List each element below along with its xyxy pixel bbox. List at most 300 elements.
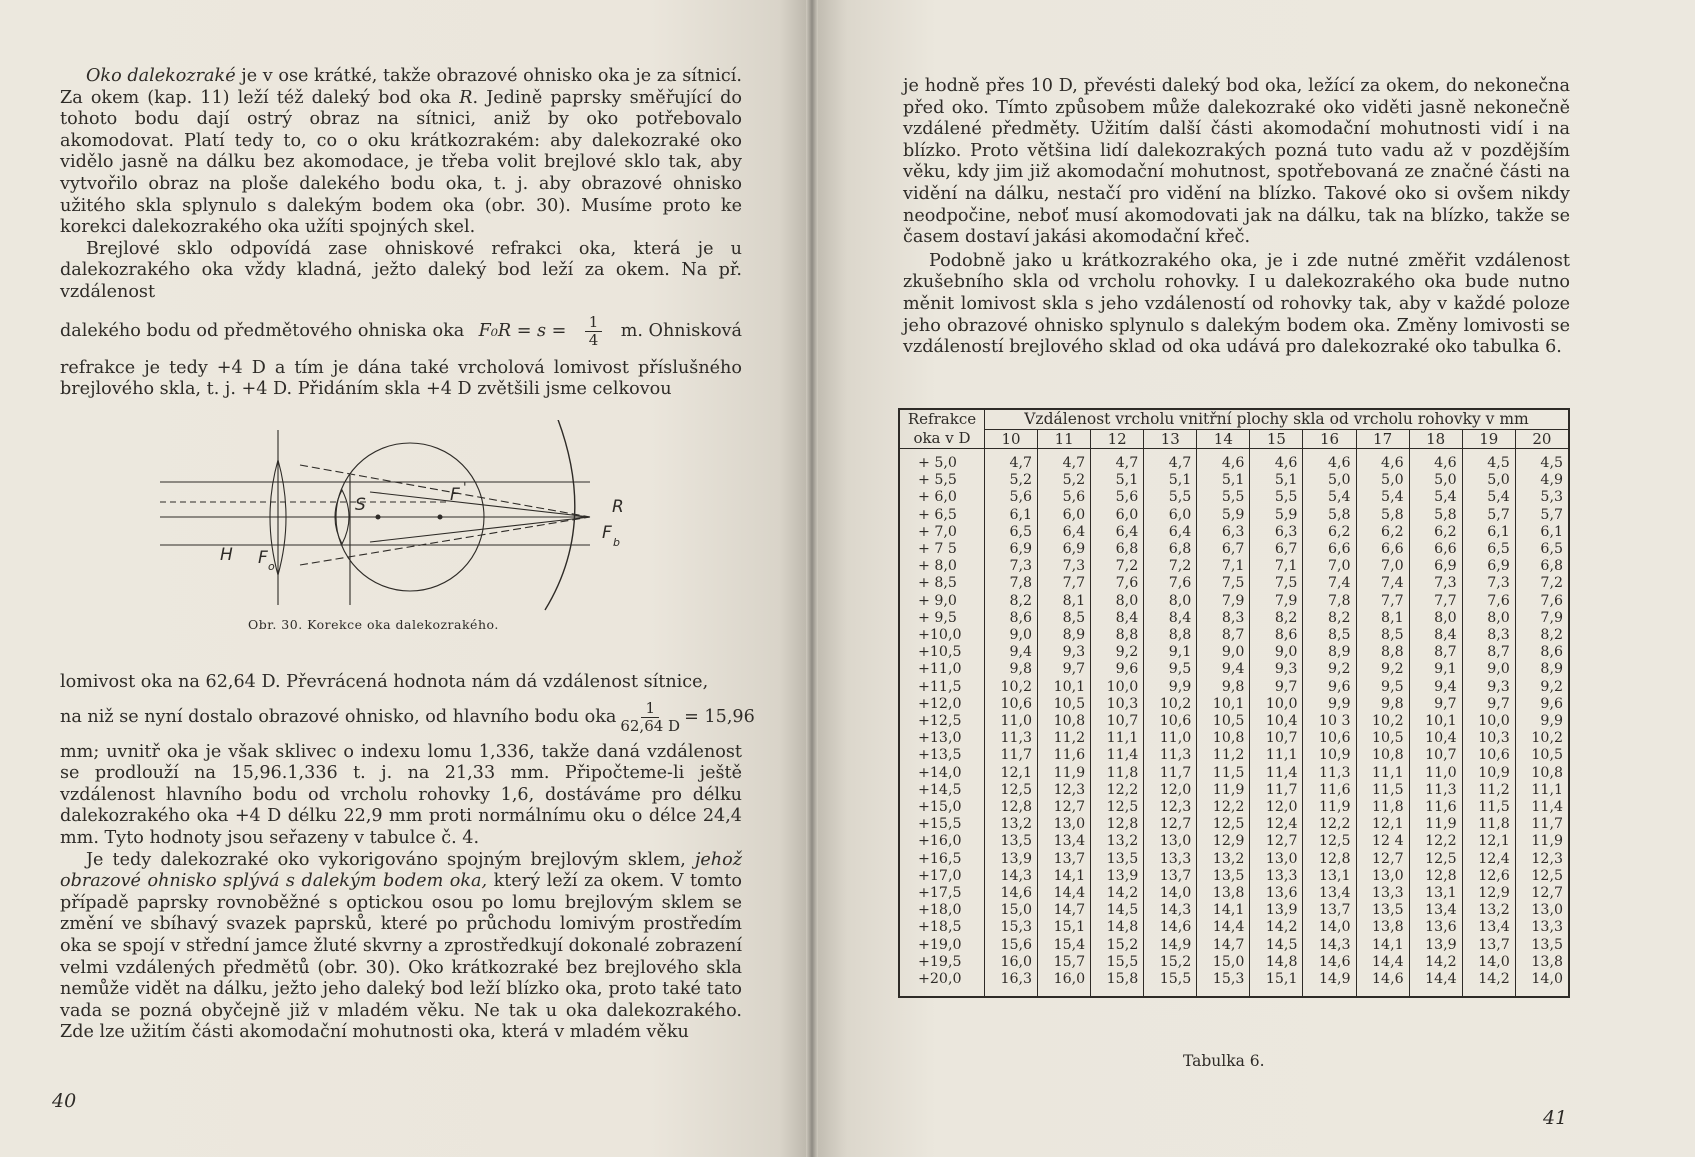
value-cell: 7,8: [985, 575, 1038, 592]
table-row: [899, 558, 1569, 575]
value-cell: 10,8: [1515, 765, 1569, 782]
value-cell: 7,6: [1144, 575, 1197, 592]
value-cell: 6,1: [1462, 524, 1515, 541]
text-run: je v ose krátké, takže obrazové ohnisko oka je za sítnicí. Za okem (kap. 11) leží též daleký bod oka: [60, 66, 742, 108]
formula2-numerator: 1: [641, 700, 659, 718]
value-cell: 9,5: [1356, 679, 1409, 696]
label-h: H: [220, 545, 233, 565]
value-cell: 11,9: [1197, 782, 1250, 799]
refraction-cell: +17,0: [899, 868, 985, 885]
value-cell: 11,3: [1409, 782, 1462, 799]
value-cell: 9,1: [1144, 644, 1197, 661]
value-cell: 14,5: [1091, 902, 1144, 919]
value-cell: 13,4: [1038, 833, 1091, 850]
value-cell: 7,1: [1197, 558, 1250, 575]
value-cell: 7,2: [1144, 558, 1197, 575]
table-row: [899, 489, 1569, 506]
table-row: [899, 747, 1569, 764]
value-cell: 11,4: [1091, 747, 1144, 764]
value-cell: 10,6: [1462, 747, 1515, 764]
value-cell: 10,2: [985, 679, 1038, 696]
value-cell: 12,9: [1197, 833, 1250, 850]
value-cell: 8,4: [1409, 627, 1462, 644]
value-cell: 13,7: [1038, 851, 1091, 868]
value-cell: 12,5: [1197, 816, 1250, 833]
formula1-before: dalekého bodu od předmětového ohniska oka: [60, 320, 465, 341]
value-cell: 8,3: [1197, 610, 1250, 627]
value-cell: 10,8: [1356, 747, 1409, 764]
value-cell: 11,8: [1462, 816, 1515, 833]
value-cell: 13,3: [1250, 868, 1303, 885]
table-row: [899, 765, 1569, 782]
label-r: R: [612, 497, 624, 517]
value-cell: 11,7: [1250, 782, 1303, 799]
value-cell: 13,9: [1091, 868, 1144, 885]
value-cell: 5,4: [1409, 489, 1462, 506]
value-cell: 5,9: [1197, 507, 1250, 524]
formula1-after: m. Ohnisková: [620, 320, 742, 341]
value-cell: 10,6: [985, 696, 1038, 713]
value-cell: 11,9: [1515, 833, 1569, 850]
refraction-cell: +16,0: [899, 833, 985, 850]
value-cell: 14,1: [1197, 902, 1250, 919]
value-cell: 7,6: [1091, 575, 1144, 592]
right-paragraph-2: Podobně jako u krátkozrakého oka, je i zde nutné změřit vzdálenost zkušebního skla od vrcholu rohovky. I u dalekozrakého oka bude nutno měnit lomivost skla s jeho vzdáleností od rohovky tak, aby v každé poloze jeho obrazové ohnisko splynulo s dalekým bodem oka. Změny lomivosti se vzdáleností brejlového sklad od oka udává pro dalekozraké oko tabulka 6.: [903, 250, 1570, 358]
value-cell: 12,6: [1462, 868, 1515, 885]
refraction-cell: +11,5: [899, 679, 985, 696]
table-row: [899, 799, 1569, 816]
value-cell: 5,1: [1144, 472, 1197, 489]
value-cell: 15,4: [1038, 937, 1091, 954]
formula2-denominator: 62,64 D: [620, 717, 681, 736]
value-cell: 12,2: [1303, 816, 1356, 833]
value-cell: 15,6: [985, 937, 1038, 954]
value-cell: 9,9: [1144, 679, 1197, 696]
value-cell: 7,3: [1462, 575, 1515, 592]
value-cell: 12,2: [1197, 799, 1250, 816]
value-cell: 12,4: [1250, 816, 1303, 833]
value-cell: 10,9: [1462, 765, 1515, 782]
table-row: [899, 730, 1569, 747]
value-cell: 12,1: [1356, 816, 1409, 833]
value-cell: 7,3: [1038, 558, 1091, 575]
value-cell: 15,1: [1250, 971, 1303, 997]
value-cell: 4,6: [1303, 449, 1356, 473]
refraction-cell: +13,0: [899, 730, 985, 747]
value-cell: 6,2: [1356, 524, 1409, 541]
table-row: [899, 696, 1569, 713]
value-cell: 5,6: [1038, 489, 1091, 506]
value-cell: 11,4: [1250, 765, 1303, 782]
value-cell: 11,1: [1250, 747, 1303, 764]
value-cell: 7,9: [1197, 593, 1250, 610]
table-row: [899, 610, 1569, 627]
value-cell: 7,1: [1250, 558, 1303, 575]
value-cell: 9,8: [985, 661, 1038, 678]
value-cell: 7,7: [1409, 593, 1462, 610]
formula2-after: = 15,96: [684, 706, 755, 727]
value-cell: 8,0: [1409, 610, 1462, 627]
value-cell: 12,2: [1409, 833, 1462, 850]
text-run: Oko dalekozraké: [86, 66, 236, 86]
value-cell: 14,7: [1038, 902, 1091, 919]
value-cell: 12,0: [1250, 799, 1303, 816]
table-row: [899, 679, 1569, 696]
value-cell: 5,6: [985, 489, 1038, 506]
value-cell: 10,1: [1038, 679, 1091, 696]
value-cell: 9,6: [1091, 661, 1144, 678]
value-cell: 10,6: [1144, 713, 1197, 730]
figure-30-caption: Obr. 30. Korekce oka dalekozrakého.: [248, 617, 499, 632]
value-cell: 8,9: [1038, 627, 1091, 644]
value-cell: 12,8: [1409, 868, 1462, 885]
table-row: [899, 661, 1569, 678]
value-cell: 6,5: [1462, 541, 1515, 558]
value-cell: 7,2: [1091, 558, 1144, 575]
value-cell: 6,7: [1250, 541, 1303, 558]
value-cell: 5,1: [1197, 472, 1250, 489]
left-text-top: [60, 66, 742, 401]
refraction-cell: +14,0: [899, 765, 985, 782]
value-cell: 13,6: [1250, 885, 1303, 902]
left-paragraph-6: [60, 850, 742, 1044]
refraction-cell: +13,5: [899, 747, 985, 764]
value-cell: 12,7: [1356, 851, 1409, 868]
value-cell: 4,5: [1515, 449, 1569, 473]
value-cell: 4,9: [1515, 472, 1569, 489]
value-cell: 7,9: [1250, 593, 1303, 610]
left-paragraph-4: lomivost oka na 62,64 D. Převrácená hodnota nám dá vzdálenost sítnice,: [60, 672, 709, 692]
value-cell: 13,2: [1462, 902, 1515, 919]
table-column-header: 14: [1197, 429, 1250, 449]
refraction-cell: + 8,0: [899, 558, 985, 575]
value-cell: 8,9: [1303, 644, 1356, 661]
table-row: [899, 524, 1569, 541]
table-column-header: 13: [1144, 429, 1197, 449]
page-number-left: 40: [52, 1090, 77, 1112]
value-cell: 9,0: [1197, 644, 1250, 661]
refraction-cell: + 9,5: [899, 610, 985, 627]
value-cell: 14,2: [1091, 885, 1144, 902]
formula2-fraction: [620, 700, 680, 735]
value-cell: 11,7: [1515, 816, 1569, 833]
value-cell: 11,0: [1409, 765, 1462, 782]
value-cell: 10,2: [1515, 730, 1569, 747]
value-cell: 14,7: [1197, 937, 1250, 954]
text-run: jehož obrazové ohnisko splývá s dalekým bodem oka,: [60, 849, 742, 892]
value-cell: 13,4: [1303, 885, 1356, 902]
value-cell: 10,9: [1303, 747, 1356, 764]
value-cell: 11,8: [1091, 765, 1144, 782]
table-row: [899, 919, 1569, 936]
value-cell: 10,1: [1197, 696, 1250, 713]
value-cell: 7,8: [1303, 593, 1356, 610]
value-cell: 13,1: [1303, 868, 1356, 885]
value-cell: 4,7: [1091, 449, 1144, 473]
value-cell: 8,7: [1409, 644, 1462, 661]
value-cell: 5,0: [1462, 472, 1515, 489]
value-cell: 14,0: [1144, 885, 1197, 902]
value-cell: 12,7: [1144, 816, 1197, 833]
value-cell: 5,4: [1356, 489, 1409, 506]
value-cell: 6,9: [1462, 558, 1515, 575]
label-fo: F: [258, 548, 268, 568]
table-column-header: 11: [1038, 429, 1091, 449]
value-cell: 5,0: [1303, 472, 1356, 489]
value-cell: 13,2: [1091, 833, 1144, 850]
value-cell: 8,1: [1356, 610, 1409, 627]
value-cell: 8,6: [1515, 644, 1569, 661]
value-cell: 10,4: [1250, 713, 1303, 730]
value-cell: 14,2: [1409, 954, 1462, 971]
formula1-numerator: 1: [585, 314, 603, 332]
value-cell: 10,2: [1144, 696, 1197, 713]
value-cell: 11,4: [1515, 799, 1569, 816]
value-cell: 13,8: [1197, 885, 1250, 902]
value-cell: 11,2: [1197, 747, 1250, 764]
value-cell: 11,6: [1038, 747, 1091, 764]
value-cell: 16,0: [985, 954, 1038, 971]
value-cell: 6,4: [1091, 524, 1144, 541]
formula2-before: na niž se nyní dostalo obrazové ohnisko, od hlavního bodu oka: [60, 706, 617, 727]
value-cell: 12,7: [1250, 833, 1303, 850]
value-cell: 8,1: [1038, 593, 1091, 610]
label-fo-sub: o: [268, 560, 275, 573]
right-text: [903, 76, 1570, 359]
value-cell: 9,5: [1144, 661, 1197, 678]
value-cell: 13,7: [1303, 902, 1356, 919]
value-cell: 16,3: [985, 971, 1038, 997]
value-cell: 10,7: [1409, 747, 1462, 764]
table-row: [899, 937, 1569, 954]
label-f: F: [450, 485, 460, 505]
table-column-header: 12: [1091, 429, 1144, 449]
table-body: [899, 449, 1569, 998]
value-cell: 12,5: [1515, 868, 1569, 885]
value-cell: 9,8: [1197, 679, 1250, 696]
value-cell: 14,6: [1303, 954, 1356, 971]
value-cell: 6,0: [1038, 507, 1091, 524]
table-row: [899, 816, 1569, 833]
refraction-cell: +19,0: [899, 937, 985, 954]
value-cell: 5,2: [1038, 472, 1091, 489]
formula1-expression: F₀R = s =: [478, 320, 567, 341]
value-cell: 7,7: [1038, 575, 1091, 592]
value-cell: 14,0: [1462, 954, 1515, 971]
refraction-cell: +10,0: [899, 627, 985, 644]
value-cell: 7,6: [1515, 593, 1569, 610]
table-row: [899, 885, 1569, 902]
table-column-headers: [899, 429, 1569, 449]
value-cell: 8,2: [985, 593, 1038, 610]
value-cell: 7,3: [1409, 575, 1462, 592]
value-cell: 15,3: [1197, 971, 1250, 997]
value-cell: 12 4: [1356, 833, 1409, 850]
value-cell: 14,4: [1038, 885, 1091, 902]
value-cell: 7,5: [1197, 575, 1250, 592]
value-cell: 6,0: [1091, 507, 1144, 524]
book-gutter: [806, 0, 818, 1157]
value-cell: 5,4: [1462, 489, 1515, 506]
value-cell: 9,2: [1303, 661, 1356, 678]
label-fb-sub: b: [613, 536, 620, 549]
table-row: [899, 833, 1569, 850]
value-cell: 14,3: [1144, 902, 1197, 919]
left-text-bottom: [60, 672, 755, 1044]
value-cell: 4,7: [1038, 449, 1091, 473]
table-column-header: 18: [1409, 429, 1462, 449]
value-cell: 6,1: [985, 507, 1038, 524]
left-paragraph-1: [60, 66, 742, 239]
value-cell: 14,4: [1409, 971, 1462, 997]
value-cell: 7,2: [1515, 575, 1569, 592]
value-cell: 12,8: [1303, 851, 1356, 868]
text-run: který leží za okem. V tomto případě paprsky rovnoběžné s optickou osou po lomu brejlovým sklem se změní ve sbíhavý svazek paprsků, které po průchodu lomivým prostředím oka se spojí v střední jamce žluté skvrny a zprostředkují dokonalé zobrazení velmi vzdálených předmětů (obr. 30). Oko krátkozraké bez brejlového skla nemůže vidět na dálku, ježto jeho daleký bod leží blízko oka, proto také tato vada se pozná obyčejně již v mladém věku. Ne tak u oka dalekozrakého. Zde lze užitím části akomodační mohutnosti oka, která v mladém věku: [60, 871, 742, 1043]
value-cell: 14,8: [1250, 954, 1303, 971]
text-run: Brejlové sklo odpovídá zase ohniskové refrakci oka, která je u dalekozrakého oka vždy kladná, ježto daleký bod leží za okem. Na př. vzdálenost: [60, 238, 742, 302]
value-cell: 6,9: [1038, 541, 1091, 558]
value-cell: 11,2: [1038, 730, 1091, 747]
value-cell: 14,8: [1091, 919, 1144, 936]
value-cell: 13,2: [1197, 851, 1250, 868]
table-corner-header: Refrakce oka v D: [899, 409, 985, 449]
value-cell: 10,5: [1356, 730, 1409, 747]
value-cell: 10,7: [1250, 730, 1303, 747]
value-cell: 12,3: [1515, 851, 1569, 868]
value-cell: 7,3: [985, 558, 1038, 575]
value-cell: 6,2: [1409, 524, 1462, 541]
value-cell: 12,7: [1038, 799, 1091, 816]
value-cell: 15,7: [1038, 954, 1091, 971]
value-cell: 13,3: [1356, 885, 1409, 902]
value-cell: 4,6: [1356, 449, 1409, 473]
value-cell: 9,2: [1356, 661, 1409, 678]
value-cell: 5,8: [1303, 507, 1356, 524]
value-cell: 13,0: [1144, 833, 1197, 850]
value-cell: 6,2: [1303, 524, 1356, 541]
value-cell: 10,1: [1409, 713, 1462, 730]
value-cell: 11,6: [1303, 782, 1356, 799]
value-cell: 14,0: [1515, 971, 1569, 997]
value-cell: 9,0: [985, 627, 1038, 644]
value-cell: 13,6: [1409, 919, 1462, 936]
value-cell: 11,5: [1197, 765, 1250, 782]
value-cell: 6,3: [1250, 524, 1303, 541]
value-cell: 6,6: [1303, 541, 1356, 558]
table-group-header: Vzdálenost vrcholu vnitřní plochy skla od vrcholu rohovky v mm: [985, 409, 1570, 429]
refraction-cell: +15,5: [899, 816, 985, 833]
text-run: R: [459, 87, 473, 108]
value-cell: 9,4: [985, 644, 1038, 661]
value-cell: 11,1: [1356, 765, 1409, 782]
value-cell: 13,9: [985, 851, 1038, 868]
value-cell: 6,4: [1038, 524, 1091, 541]
value-cell: 14,2: [1250, 919, 1303, 936]
value-cell: 9,3: [1250, 661, 1303, 678]
left-paragraphs: [60, 66, 742, 304]
value-cell: 9,6: [1303, 679, 1356, 696]
value-cell: 5,6: [1091, 489, 1144, 506]
refraction-cell: + 5,0: [899, 449, 985, 473]
value-cell: 13,5: [1091, 851, 1144, 868]
value-cell: 8,8: [1091, 627, 1144, 644]
value-cell: 13,8: [1515, 954, 1569, 971]
value-cell: 13,5: [985, 833, 1038, 850]
value-cell: 12,8: [985, 799, 1038, 816]
value-cell: 12,8: [1091, 816, 1144, 833]
refraction-cell: +12,0: [899, 696, 985, 713]
value-cell: 13,4: [1409, 902, 1462, 919]
value-cell: 14,2: [1462, 971, 1515, 997]
value-cell: 8,4: [1091, 610, 1144, 627]
refraction-cell: + 5,5: [899, 472, 985, 489]
value-cell: 7,4: [1356, 575, 1409, 592]
value-cell: 10,6: [1303, 730, 1356, 747]
value-cell: 9,6: [1515, 696, 1569, 713]
refraction-cell: + 7,0: [899, 524, 985, 541]
value-cell: 8,2: [1515, 627, 1569, 644]
value-cell: 6,8: [1515, 558, 1569, 575]
value-cell: 13,5: [1515, 937, 1569, 954]
value-cell: 6,8: [1091, 541, 1144, 558]
value-cell: 9,7: [1462, 696, 1515, 713]
value-cell: 14,1: [1038, 868, 1091, 885]
value-cell: 10,3: [1462, 730, 1515, 747]
value-cell: 12,7: [1515, 885, 1569, 902]
refraction-cell: + 9,0: [899, 593, 985, 610]
refraction-cell: +15,0: [899, 799, 985, 816]
value-cell: 13,0: [1038, 816, 1091, 833]
value-cell: 14,3: [985, 868, 1038, 885]
refraction-cell: +17,5: [899, 885, 985, 902]
value-cell: 11,5: [1462, 799, 1515, 816]
table-column-header: 17: [1356, 429, 1409, 449]
value-cell: 5,2: [985, 472, 1038, 489]
value-cell: 5,5: [1250, 489, 1303, 506]
table-row: [899, 868, 1569, 885]
table-row: [899, 644, 1569, 661]
value-cell: 9,4: [1409, 679, 1462, 696]
value-cell: 6,5: [1515, 541, 1569, 558]
value-cell: 11,5: [1356, 782, 1409, 799]
value-cell: 11,3: [985, 730, 1038, 747]
table-row: [899, 851, 1569, 868]
value-cell: 9,0: [1462, 661, 1515, 678]
page-number-right: 41: [1543, 1107, 1568, 1129]
value-cell: 10,5: [1038, 696, 1091, 713]
value-cell: 6,9: [985, 541, 1038, 558]
value-cell: 12,0: [1144, 782, 1197, 799]
value-cell: 14,6: [1356, 971, 1409, 997]
value-cell: 11,8: [1356, 799, 1409, 816]
value-cell: 5,3: [1515, 489, 1569, 506]
value-cell: 6,0: [1144, 507, 1197, 524]
value-cell: 5,0: [1409, 472, 1462, 489]
value-cell: 10,0: [1091, 679, 1144, 696]
value-cell: 11,9: [1303, 799, 1356, 816]
value-cell: 13,3: [1515, 919, 1569, 936]
value-cell: 7,4: [1303, 575, 1356, 592]
value-cell: 14,1: [1356, 937, 1409, 954]
value-cell: 11,0: [985, 713, 1038, 730]
value-cell: 9,0: [1250, 644, 1303, 661]
value-cell: 12,9: [1462, 885, 1515, 902]
value-cell: 11,7: [1144, 765, 1197, 782]
formula1-denominator: 4: [588, 331, 599, 350]
value-cell: 11,7: [985, 747, 1038, 764]
value-cell: 5,4: [1303, 489, 1356, 506]
refraction-cell: +18,0: [899, 902, 985, 919]
